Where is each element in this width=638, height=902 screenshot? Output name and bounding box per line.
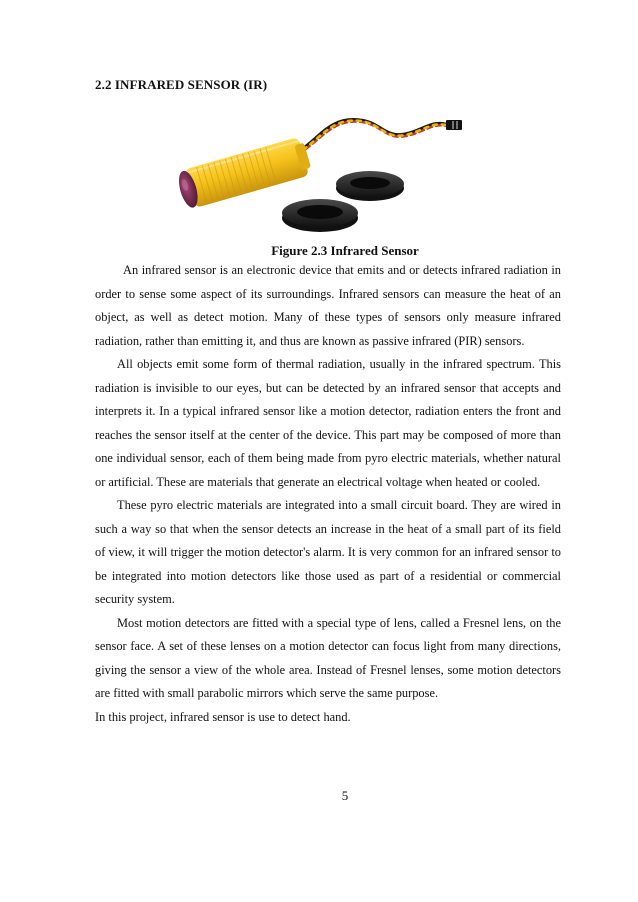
- sensor-body: [175, 136, 313, 211]
- infrared-sensor-illustration: [170, 108, 470, 238]
- paragraph: An infrared sensor is an electronic device that emits and or detects infrared radiation in order to sense some aspect of its surroundings. Infrared sensors can measure the heat of an object, as well as detect motion. Many of these types of sensors only measure infrared radiation, rather than emitting it, and thus are known as passive infrared (PIR) sensors.: [95, 263, 561, 348]
- page-number: 5: [341, 788, 349, 803]
- lock-nut-1: [336, 171, 404, 201]
- section-heading: 2.2 INFRARED SENSOR (IR): [95, 77, 268, 92]
- sensor-cable: [298, 120, 453, 154]
- paragraph: Most motion detectors are fitted with a special type of lens, called a Fresnel lens, on the sensor face. A set of these lenses on a motion detector can focus light from many directions, giving the sensor a view of the whole area. Instead of Fresnel lenses, some motion detectors are fitted with small parabolic mirrors which serve the same purpose.: [95, 615, 561, 700]
- paragraph: All objects emit some form of thermal radiation, usually in the infrared spectrum. This radiation is invisible to our eyes, but can be detected by an infrared sensor that accepts and interprets it. In a typical infrared sensor like a motion detector, radiation enters the front and reaches the sensor itself at the center of the device. This part may be composed of more than one individual sensor, each of them being made from pyro electric materials, whether natural or artificial. These are materials that generate an electrical voltage when heated or cooled.: [95, 357, 561, 489]
- figure-infrared-sensor: [170, 108, 470, 238]
- lock-nut-2: [282, 199, 358, 232]
- body-text: [95, 259, 561, 729]
- paragraph: In this project, infrared sensor is use to detect hand.: [95, 709, 351, 724]
- figure-caption: Figure 2.3 Infrared Sensor: [271, 243, 419, 258]
- paragraph: These pyro electric materials are integrated into a small circuit board. They are wired in such a way so that when the sensor detects an increase in the heat of a small part of its field of view, it will trigger the motion detector's alarm. It is very common for an infrared sensor to be integrated into motion detectors like those used as part of a residential or commercial security system.: [95, 498, 561, 606]
